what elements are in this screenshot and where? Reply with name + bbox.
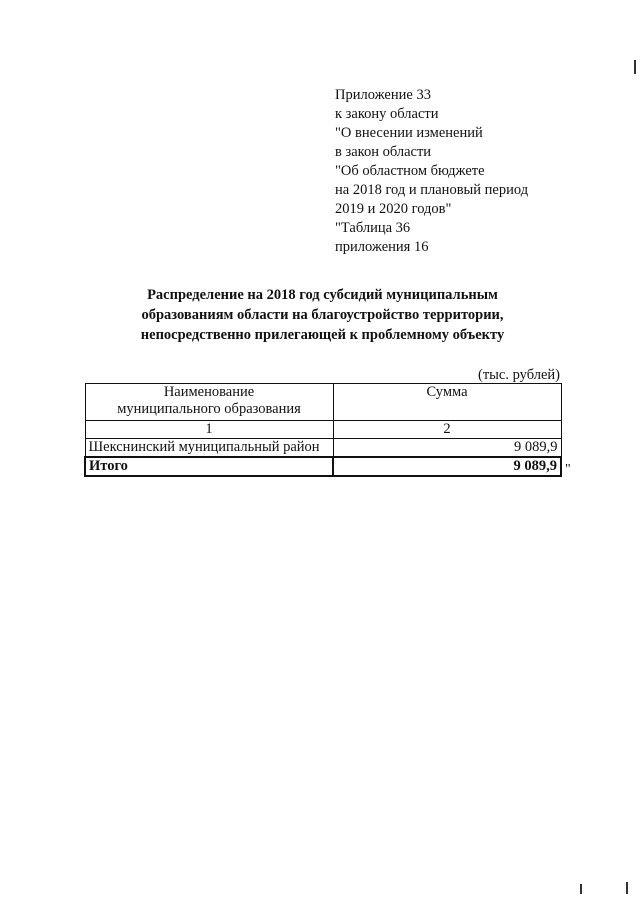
appendix-line: приложения 16 [335, 239, 429, 255]
column-number-1: 1 [85, 421, 333, 439]
appendix-line: к закону области [335, 106, 439, 122]
table-row [85, 439, 561, 458]
title-line: непосредственно прилегающей к проблемному объекту [140, 327, 505, 343]
appendix-line: 2019 и 2020 годов" [335, 201, 452, 217]
total-label-cell: Итого [85, 457, 333, 476]
row-name-cell: Шекснинский муниципальный район [85, 439, 333, 458]
column-number-row [85, 421, 561, 439]
header-name-line1: Наименование [163, 384, 255, 400]
column-number-2: 2 [333, 421, 561, 439]
title-line: Распределение на 2018 год субсидий муниципальным [147, 287, 498, 303]
distribution-table [84, 383, 562, 477]
appendix-line: "Таблица 36 [335, 220, 411, 236]
appendix-line: "Об областном бюджете [335, 163, 485, 179]
appendix-line: Приложение 33 [335, 87, 431, 103]
title-line: образованиям области на благоустройство территории, [141, 307, 504, 323]
units-label: (тыс. рублей) [478, 367, 560, 383]
closing-quote: " [565, 462, 571, 477]
header-sum-cell: Сумма [333, 384, 561, 421]
row-amount-cell: 9 089,9 [333, 439, 561, 458]
scan-mark [634, 60, 636, 74]
appendix-header [335, 86, 528, 257]
table-header-row [85, 384, 561, 421]
header-name-line2: муниципального образования [117, 401, 301, 417]
appendix-line: на 2018 год и плановый период [335, 182, 529, 198]
total-row [85, 457, 561, 476]
document-title [60, 285, 585, 345]
header-name-cell [85, 384, 333, 421]
appendix-line: в закон области [335, 144, 432, 160]
scan-mark [626, 882, 628, 894]
scan-mark [580, 884, 582, 894]
appendix-line: "О внесении изменений [335, 125, 483, 141]
total-amount-cell: 9 089,9 [333, 457, 561, 476]
